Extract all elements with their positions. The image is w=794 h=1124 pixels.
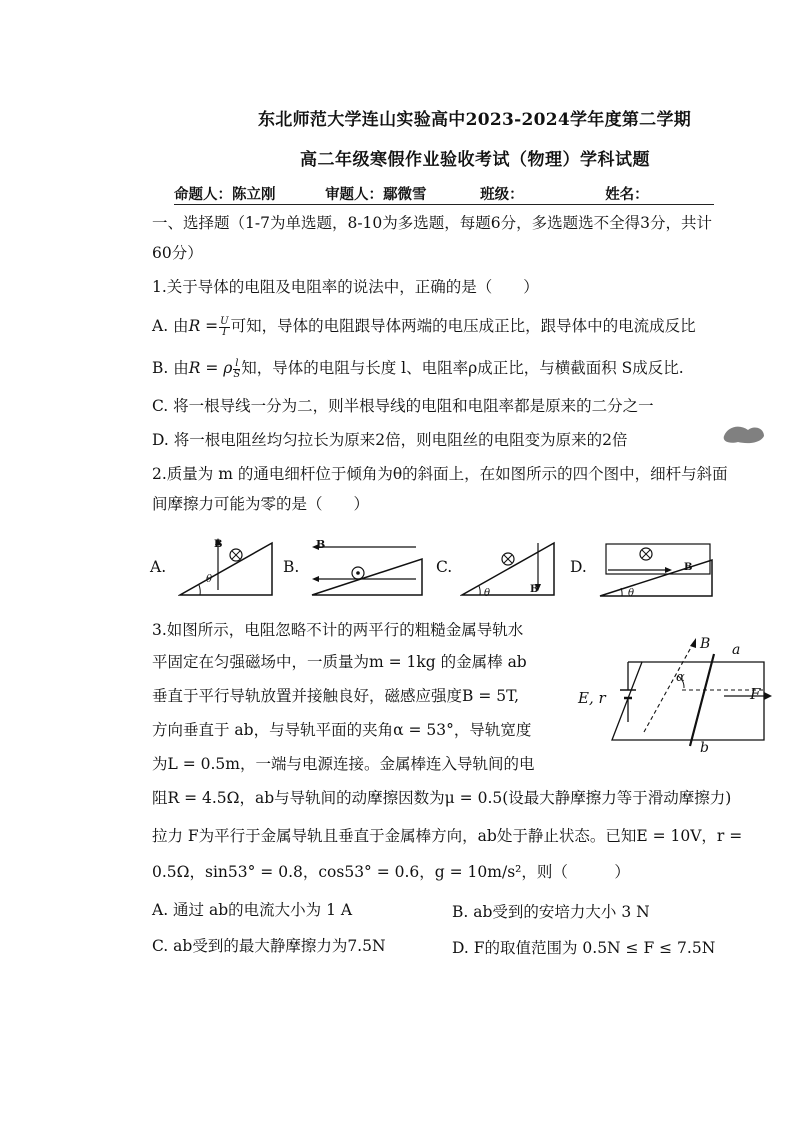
q2-label-b: B. bbox=[283, 558, 300, 576]
section-heading-cont: 60分） bbox=[152, 244, 203, 262]
section-heading: 一、选择题（1-7为单选题，8-10为多选题，每题6分，多选题选不全得3分，共计 bbox=[152, 214, 713, 232]
q2-stem-cont: 间摩擦力可能为零的是（ ） bbox=[152, 495, 370, 513]
q1-a-fraction: $\frac{U}{I}$ bbox=[220, 315, 229, 338]
q2-d-angle: θ bbox=[628, 588, 635, 599]
q3-line-6: 阻R = 4.5Ω，ab与导轨间的动摩擦因数为μ = 0.5(设最大静摩擦力等于滑动摩擦力) bbox=[152, 789, 732, 807]
q1-b-prefix: B. 由 bbox=[152, 359, 189, 377]
q3-fig-label-b: b bbox=[700, 740, 709, 756]
q2-label-a: A. bbox=[150, 558, 167, 576]
q1-option-b bbox=[152, 358, 684, 380]
q2-label-d: D. bbox=[570, 558, 587, 576]
q3-line-7: 拉力 F为平行于金属导轨且垂直于金属棒方向，ab处于静止状态。已知E = 10V，r = bbox=[152, 827, 743, 845]
q3-option-b: B. ab受到的安培力大小 3 N bbox=[452, 903, 650, 921]
q3-line-8: 0.5Ω，sin53° = 0.8，cos53° = 0.6，g = 10m/s²，则（ ） bbox=[152, 863, 630, 881]
q2-figure-d bbox=[598, 540, 714, 598]
q3-option-d: D. F的取值范围为 0.5N ≤ F ≤ 7.5N bbox=[452, 939, 716, 957]
q3-fig-label-Er: E, r bbox=[578, 689, 606, 707]
q2-figure-c bbox=[460, 535, 556, 599]
name-label: 姓名： bbox=[605, 186, 649, 203]
q1-stem: 1.关于导体的电阻及电阻率的说法中，正确的是（ ） bbox=[152, 278, 539, 296]
q3-line-5: 为L = 0.5m，一端与电源连接。金属棒连入导轨间的电 bbox=[152, 755, 535, 773]
q1-b-fraction: $\frac{l}{S}$ bbox=[233, 357, 241, 380]
q1-option-c: C. 将一根导线一分为二，则半根导线的电阻和电阻率都是原来的二分之一 bbox=[152, 397, 654, 415]
q1-a-text: 可知，导体的电阻跟导体两端的电压成正比，跟导体中的电流成反比 bbox=[230, 317, 696, 335]
q1-b-lhs: R = ρ bbox=[188, 359, 233, 377]
q2-d-field-label: B bbox=[684, 562, 693, 573]
q3-fig-label-alpha: α bbox=[676, 670, 685, 685]
q3-option-c: C. ab受到的最大静摩擦力为7.5N bbox=[152, 937, 386, 955]
ink-smudge-icon bbox=[720, 422, 768, 446]
q3-line-2: 平固定在匀强磁场中，一质量为m = 1kg 的金属棒 ab bbox=[152, 653, 527, 671]
q2-b-field-label: B bbox=[316, 538, 326, 551]
exam-title: 东北师范大学连山实验高中2023-2024学年度第二学期 bbox=[258, 110, 692, 130]
exam-subtitle: 高二年级寒假作业验收考试（物理）学科试题 bbox=[300, 150, 650, 170]
q3-fig-label-B: B bbox=[700, 636, 711, 652]
q2-c-field-label: B bbox=[530, 584, 539, 595]
q1-option-a bbox=[152, 316, 696, 338]
class-label: 班级： bbox=[480, 186, 524, 203]
q2-label-c: C. bbox=[436, 558, 453, 576]
q2-a-field-label: B bbox=[214, 539, 223, 550]
q3-line-1: 3.如图所示，电阻忽略不计的两平行的粗糙金属导轨水 bbox=[152, 621, 524, 639]
header-rule bbox=[174, 204, 714, 205]
q2-figure-a bbox=[178, 535, 274, 597]
q1-b-text: 知，导体的电阻与长度 l、电阻率ρ成正比，与横截面积 S成反比. bbox=[241, 359, 684, 377]
author-line bbox=[174, 185, 649, 205]
reviewer: 审题人：鄢微雪 bbox=[325, 186, 427, 203]
q3-line-4: 方向垂直于 ab，与导轨平面的夹角α = 53°，导轨宽度 bbox=[152, 721, 532, 739]
q3-fig-label-a: a bbox=[732, 642, 741, 658]
q2-a-angle: θ bbox=[206, 574, 213, 585]
q3-fig-label-F: F bbox=[750, 685, 761, 703]
q1-a-lhs: R = bbox=[188, 317, 219, 335]
q1-option-d: D. 将一根电阻丝均匀拉长为原来2倍，则电阻丝的电阻变为原来的2倍 bbox=[152, 431, 628, 449]
q2-stem: 2.质量为 m 的通电细杆位于倾角为θ的斜面上，在如图所示的四个图中，细杆与斜面 bbox=[152, 465, 728, 483]
q2-c-angle: θ bbox=[484, 588, 491, 599]
author: 命题人：陈立刚 bbox=[174, 186, 276, 203]
q1-a-prefix: A. 由 bbox=[152, 317, 189, 335]
q3-line-3: 垂直于平行导轨放置并接触良好，磁感应强度B = 5T, bbox=[152, 687, 520, 705]
q3-option-a: A. 通过 ab的电流大小为 1 A bbox=[152, 901, 353, 919]
